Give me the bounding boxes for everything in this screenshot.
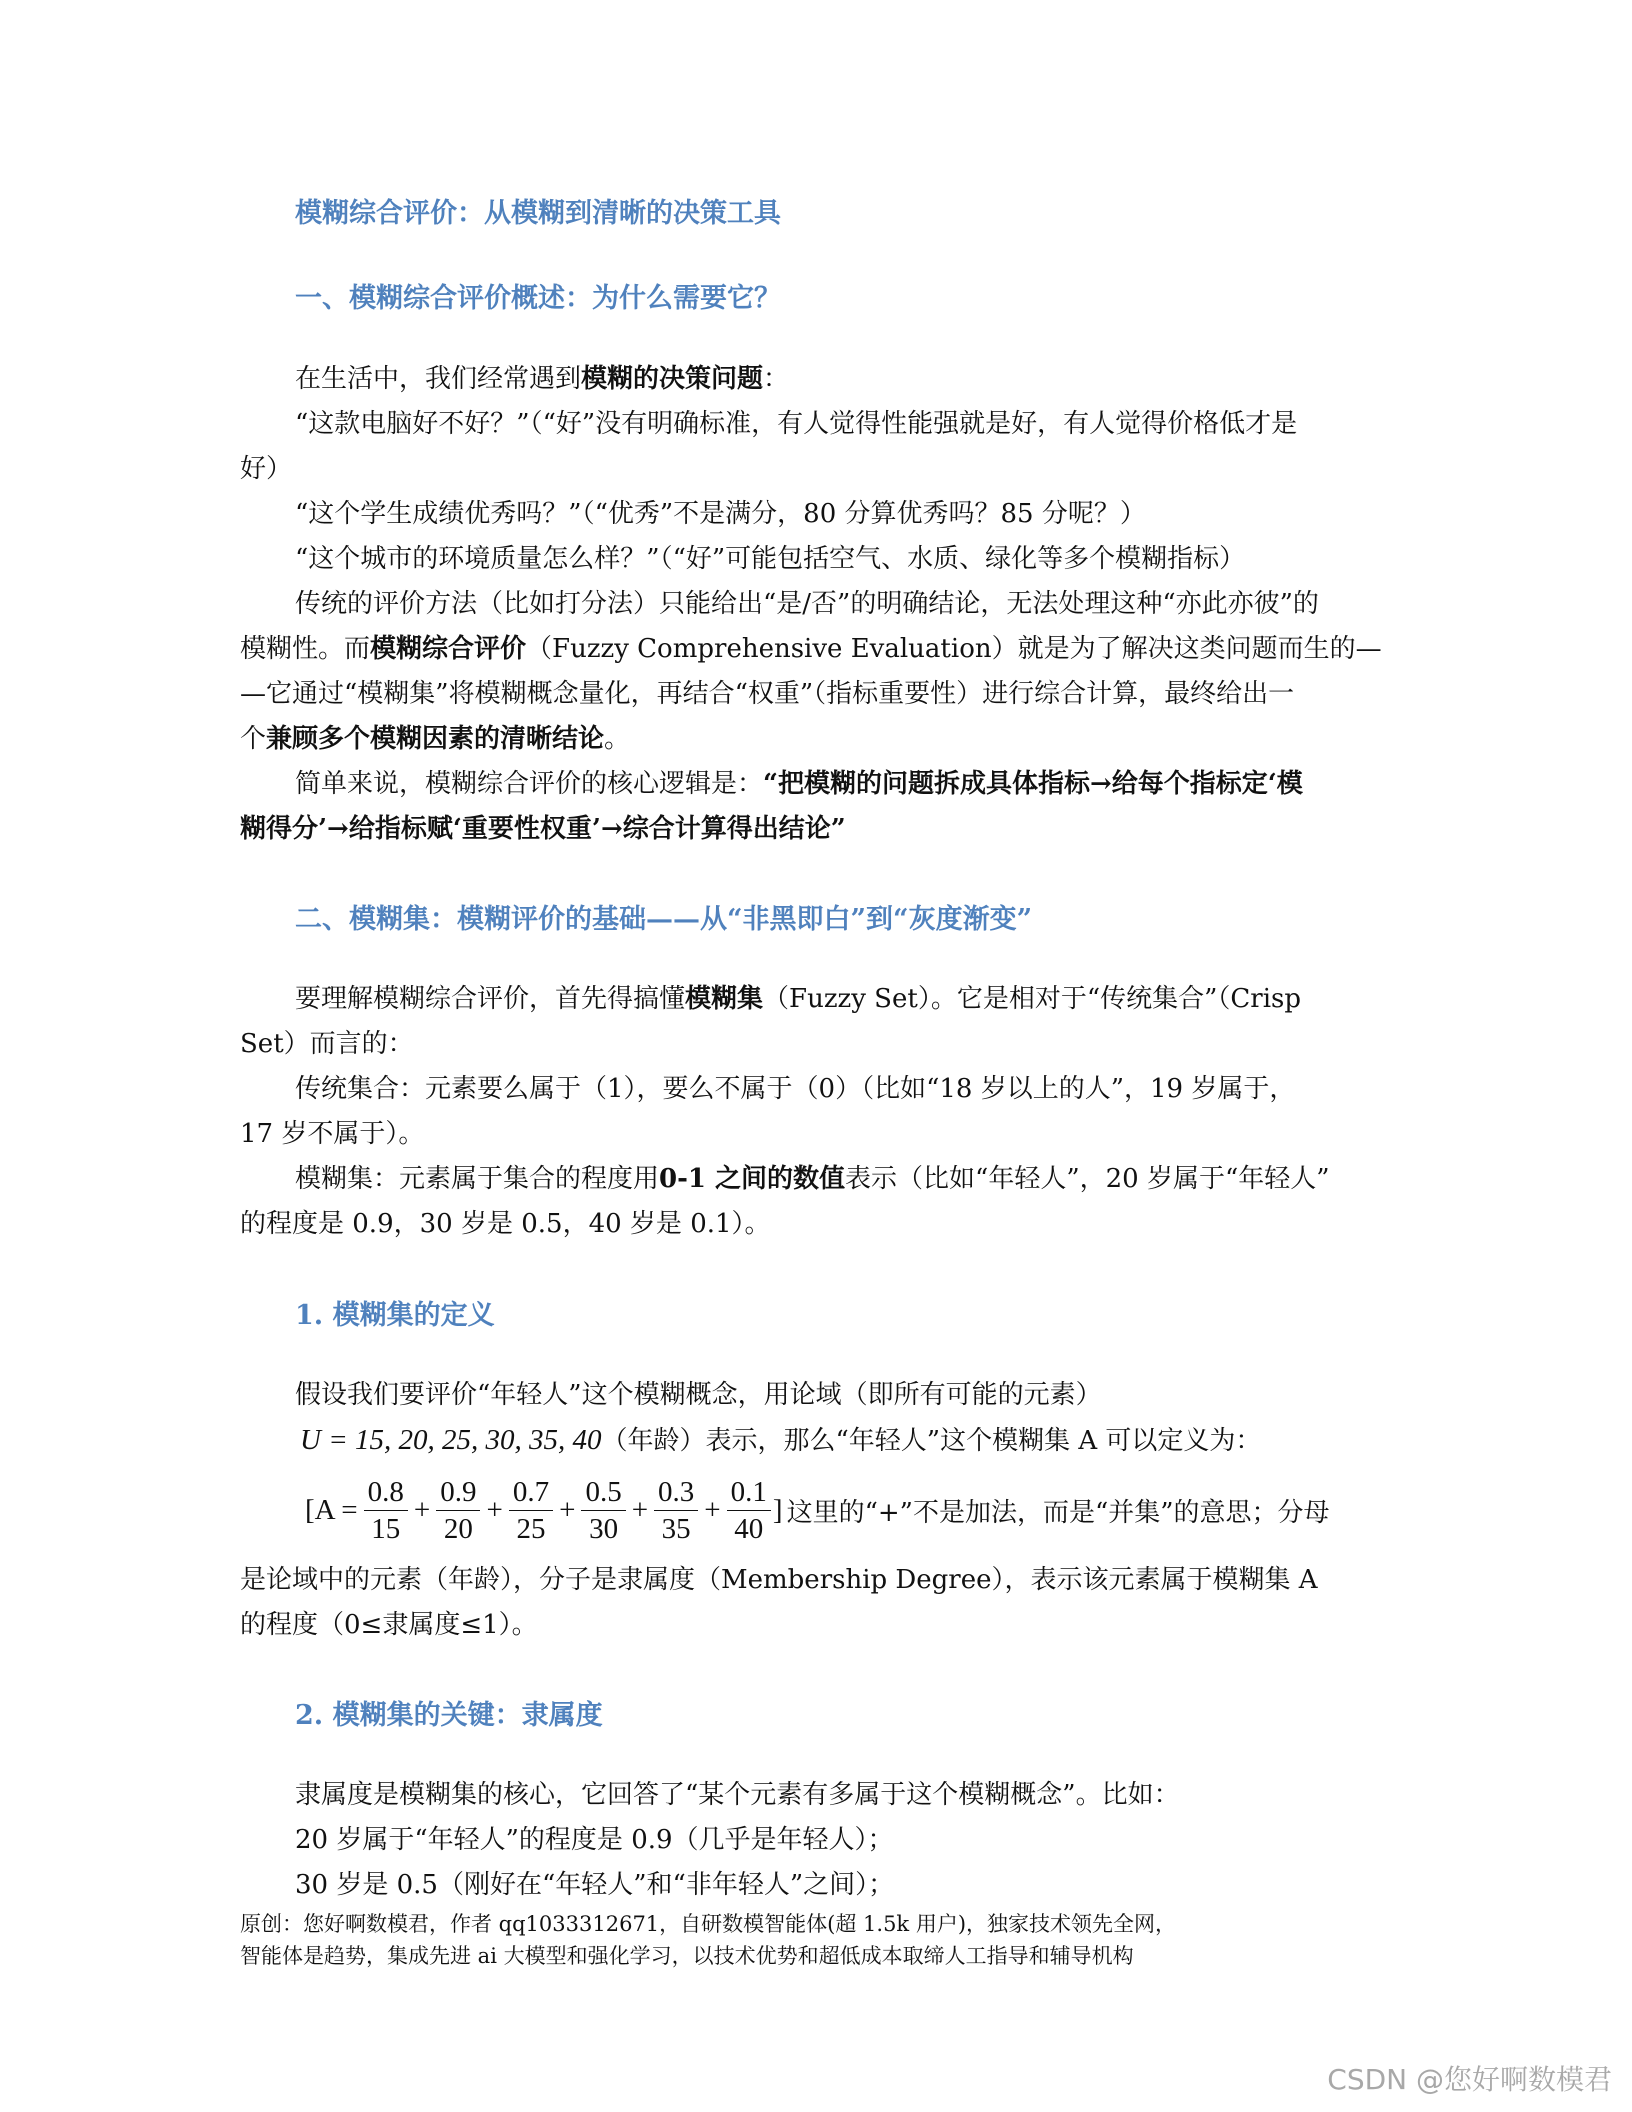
fraction-sum — [362, 1476, 773, 1545]
footer-line2: 智能体是趋势，集成先进 ai 大模型和强化学习，以技术优势和超低成本取缔人工指导和辅导机构 — [240, 1944, 1134, 1968]
fraction-numerator: 0.8 — [364, 1474, 408, 1511]
plus-sign: + — [413, 1494, 431, 1526]
question1-line2: 好） — [240, 454, 293, 484]
fraction-25 — [509, 1474, 553, 1547]
plus-sign: + — [704, 1494, 721, 1526]
plus-sign: + — [631, 1494, 649, 1526]
fraction-denominator: 15 — [371, 1513, 401, 1545]
document-title: 模糊综合评价：从模糊到清晰的决策工具 — [295, 198, 781, 229]
section1-paragraph2-line2 — [240, 632, 1382, 666]
text-span: （Fuzzy Comprehensive Evaluation）就是为了解决这类问题而生的— — [526, 634, 1382, 664]
section1-paragraph2-line1: 传统的评价方法（比如打分法）只能给出“是/否”的明确结论，无法处理这种“亦此亦彼”的 — [295, 589, 1319, 619]
fraction-numerator: 0.9 — [436, 1474, 480, 1511]
bold-text: 模糊综合评价 — [370, 634, 527, 664]
text-span: 模糊集：元素属于集合的程度用 — [295, 1164, 660, 1194]
fraction-denominator: 30 — [589, 1513, 619, 1545]
text-span: （Fuzzy Set）。它是相对于“传统集合”（Crisp — [763, 984, 1302, 1014]
section2-paragraph1-line1 — [295, 982, 1301, 1016]
subsection2-paragraph3: 30 岁是 0.5（刚好在“年轻人”和“非年轻人”之间）； — [295, 1870, 895, 1900]
subsection2-paragraph2: 20 岁属于“年轻人”的程度是 0.9（几乎是年轻人）； — [295, 1825, 894, 1855]
question1-line1: “这款电脑好不好？”（“好”没有明确标准，有人觉得性能强就是好，有人觉得价格低才是 — [295, 409, 1298, 439]
subsection1-paragraph3-line2: 的程度（0≤隶属度≤1）。 — [240, 1610, 538, 1640]
section1-paragraph3-line1 — [295, 767, 1303, 801]
subsection2-paragraph1: 隶属度是模糊集的核心，它回答了“某个元素有多属于这个模糊概念”。比如： — [295, 1780, 1180, 1810]
section1-paragraph2-line4 — [240, 722, 630, 756]
fraction-denominator: 20 — [443, 1513, 473, 1545]
text-span: 简单来说，模糊综合评价的核心逻辑是： — [295, 769, 764, 799]
fraction-numerator: 0.1 — [727, 1474, 771, 1511]
text-span: 表示（比如“年轻人”，20 岁属于“年轻人” — [845, 1164, 1330, 1194]
subsection1-paragraph1: 假设我们要评价“年轻人”这个模糊概念，用论域（即所有可能的元素） — [295, 1380, 1102, 1410]
section1-paragraph1 — [295, 362, 789, 396]
bold-text: 0-1 之间的数值 — [659, 1164, 846, 1194]
section1-paragraph2-line3: —它通过“模糊集”将模糊概念量化，再结合“权重”（指标重要性）进行综合计算，最终给出一 — [240, 679, 1295, 709]
fraction-15 — [364, 1474, 408, 1547]
bold-text: 模糊集 — [685, 984, 764, 1014]
subsection1-heading: 1. 模糊集的定义 — [295, 1300, 495, 1331]
bold-text: “把模糊的问题拆成具体指标→给每个指标定‘模 — [763, 769, 1303, 799]
plus-sign: + — [486, 1494, 503, 1526]
fraction-numerator: 0.3 — [654, 1474, 698, 1511]
fraction-numerator: 0.7 — [509, 1474, 553, 1511]
question3: “这个城市的环境质量怎么样？”（“好”可能包括空气、水质、绿化等多个模糊指标） — [295, 544, 1246, 574]
bold-text: 兼顾多个模糊因素的清晰结论 — [266, 724, 605, 754]
fraction-numerator: 0.5 — [581, 1474, 625, 1511]
formula-lead: [A = — [305, 1494, 358, 1526]
plus-sign: + — [559, 1494, 576, 1526]
subsection2-heading: 2. 模糊集的关键：隶属度 — [295, 1700, 603, 1731]
text-span: 要理解模糊综合评价，首先得搞懂 — [295, 984, 686, 1014]
text-span: 。 — [604, 724, 631, 754]
section2-paragraph1-line2: Set）而言的： — [240, 1029, 414, 1059]
section2-paragraph3-line2: 的程度是 0.9，30 岁是 0.5，40 岁是 0.1）。 — [240, 1209, 771, 1239]
universe-definition-line — [300, 1423, 1261, 1458]
text-span: （年龄）表示，那么“年轻人”这个模糊集 A 可以定义为： — [601, 1426, 1262, 1456]
fraction-30 — [581, 1474, 625, 1547]
question2: “这个学生成绩优秀吗？”（“优秀”不是满分，80 分算优秀吗？85 分呢？） — [295, 499, 1146, 529]
text-span: 在生活中，我们经常遇到 — [295, 364, 582, 394]
formula-explanation: 这里的“+”不是加法，而是“并集”的意思；分母 — [786, 1498, 1330, 1528]
fraction-35 — [654, 1474, 698, 1547]
fraction-denominator: 40 — [734, 1513, 764, 1545]
footer-line1: 原创：您好啊数模君，作者 qq1033312671，自研数模智能体(超 1.5k 用户)，独家技术领先全网， — [240, 1912, 1177, 1936]
fraction-denominator: 35 — [661, 1513, 691, 1545]
formula-end: ] — [772, 1494, 783, 1526]
section2-paragraph2-line1: 传统集合：元素要么属于（1），要么不属于（0）（比如“18 岁以上的人”，19 岁属于， — [295, 1074, 1296, 1104]
fraction-20 — [436, 1474, 480, 1547]
section2-heading: 二、模糊集：模糊评价的基础——从“非黑即白”到“灰度渐变” — [295, 904, 1033, 935]
text-span: 模糊性。而 — [240, 634, 371, 664]
section2-paragraph2-line2: 17 岁不属于）。 — [240, 1119, 425, 1149]
section1-paragraph3-line2: 糊得分’→给指标赋‘重要性权重’→综合计算得出结论” — [240, 814, 846, 844]
section2-paragraph3-line1 — [295, 1162, 1330, 1196]
fraction-denominator: 25 — [516, 1513, 546, 1545]
text-span: 个 — [240, 724, 267, 754]
fuzzy-set-formula-line — [305, 1474, 1330, 1547]
section1-heading: 一、模糊综合评价概述：为什么需要它？ — [295, 283, 781, 314]
csdn-watermark: CSDN @您好啊数模君 — [1327, 2063, 1612, 2096]
subsection1-paragraph3-line1: 是论域中的元素（年龄），分子是隶属度（Membership Degree），表示该元素属于模糊集 A — [240, 1565, 1318, 1595]
universe-formula: U = 15, 20, 25, 30, 35, 40 — [300, 1424, 602, 1456]
text-span: ： — [763, 364, 790, 394]
fraction-40 — [727, 1474, 771, 1547]
bold-text: 模糊的决策问题 — [581, 364, 764, 394]
